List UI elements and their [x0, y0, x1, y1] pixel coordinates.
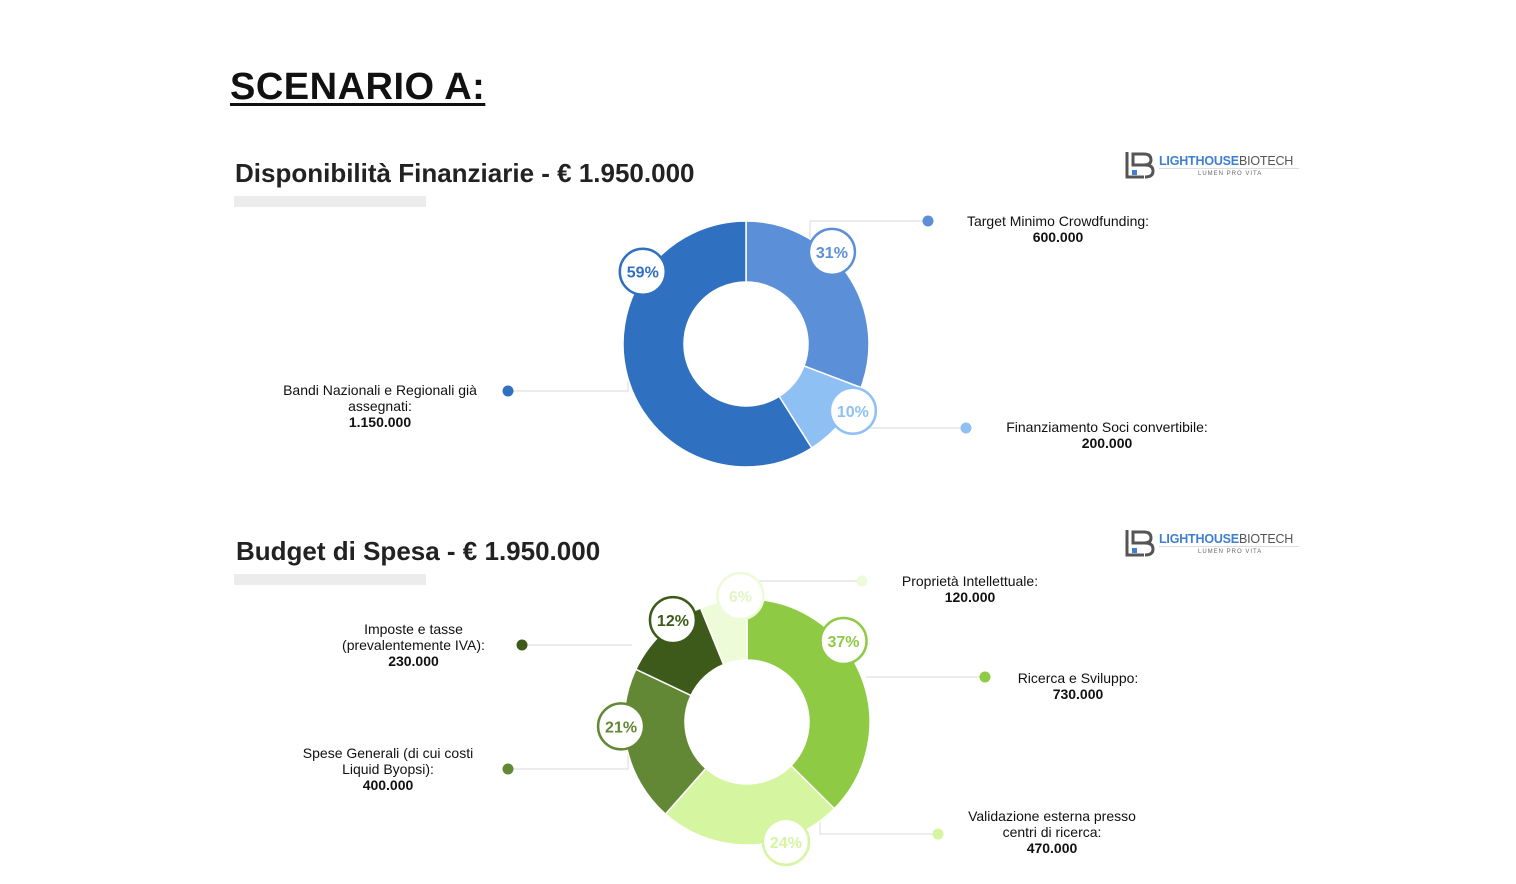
slice-label: Bandi Nazionali e Regionali già assegnati: 1.150.000 — [283, 382, 477, 430]
slice-label: Validazione esterna presso centri di ricerca: 470.000 — [968, 808, 1136, 856]
slice-label: Finanziamento Soci convertibile: 200.000 — [1006, 419, 1208, 451]
legend-dot — [933, 829, 944, 840]
slice-label: Target Minimo Crowdfunding: 600.000 — [966, 213, 1150, 245]
chart-title-funding: Disponibilità Finanziarie - € 1.950.000 — [235, 158, 695, 188]
slice-label: Ricerca e Sviluppo: 730.000 — [1017, 670, 1139, 702]
logo-brand: LIGHTHOUSEBIOTECH — [1159, 154, 1294, 168]
percent-label: 6% — [728, 589, 752, 607]
legend-dot — [980, 672, 991, 683]
leader-line — [508, 750, 628, 769]
legend-dot — [517, 640, 528, 651]
legend-dot — [857, 576, 868, 587]
legend-dot — [961, 423, 972, 434]
chart-title-budget: Budget di Spesa - € 1.950.000 — [236, 536, 601, 566]
legend-dot — [503, 386, 514, 397]
legend-dot — [503, 764, 514, 775]
slice-label: Proprietà Intellettuale: 120.000 — [901, 573, 1039, 605]
leader-line — [508, 376, 628, 391]
legend-dot — [923, 216, 934, 227]
logo-motto: LUMEN PRO VITA — [1198, 549, 1263, 555]
percent-label: 21% — [605, 719, 638, 737]
percent-label: 59% — [626, 264, 659, 282]
scenario-heading: SCENARIO A: — [230, 66, 486, 108]
percent-label: 31% — [815, 244, 848, 262]
percent-label: 24% — [769, 834, 802, 852]
slice-label: Imposte e tasse (prevalentemente IVA): 230.000 — [342, 621, 485, 669]
logo-brand: LIGHTHOUSEBIOTECH — [1159, 532, 1294, 546]
percent-label: 37% — [827, 634, 860, 652]
percent-label: 12% — [656, 613, 689, 631]
leader-line — [820, 815, 938, 834]
slice-label: Spese Generali (di cui costi Liquid Byopsi): 400.000 — [302, 745, 474, 793]
percent-label: 10% — [836, 403, 869, 421]
logo-motto: LUMEN PRO VITA — [1198, 171, 1263, 177]
